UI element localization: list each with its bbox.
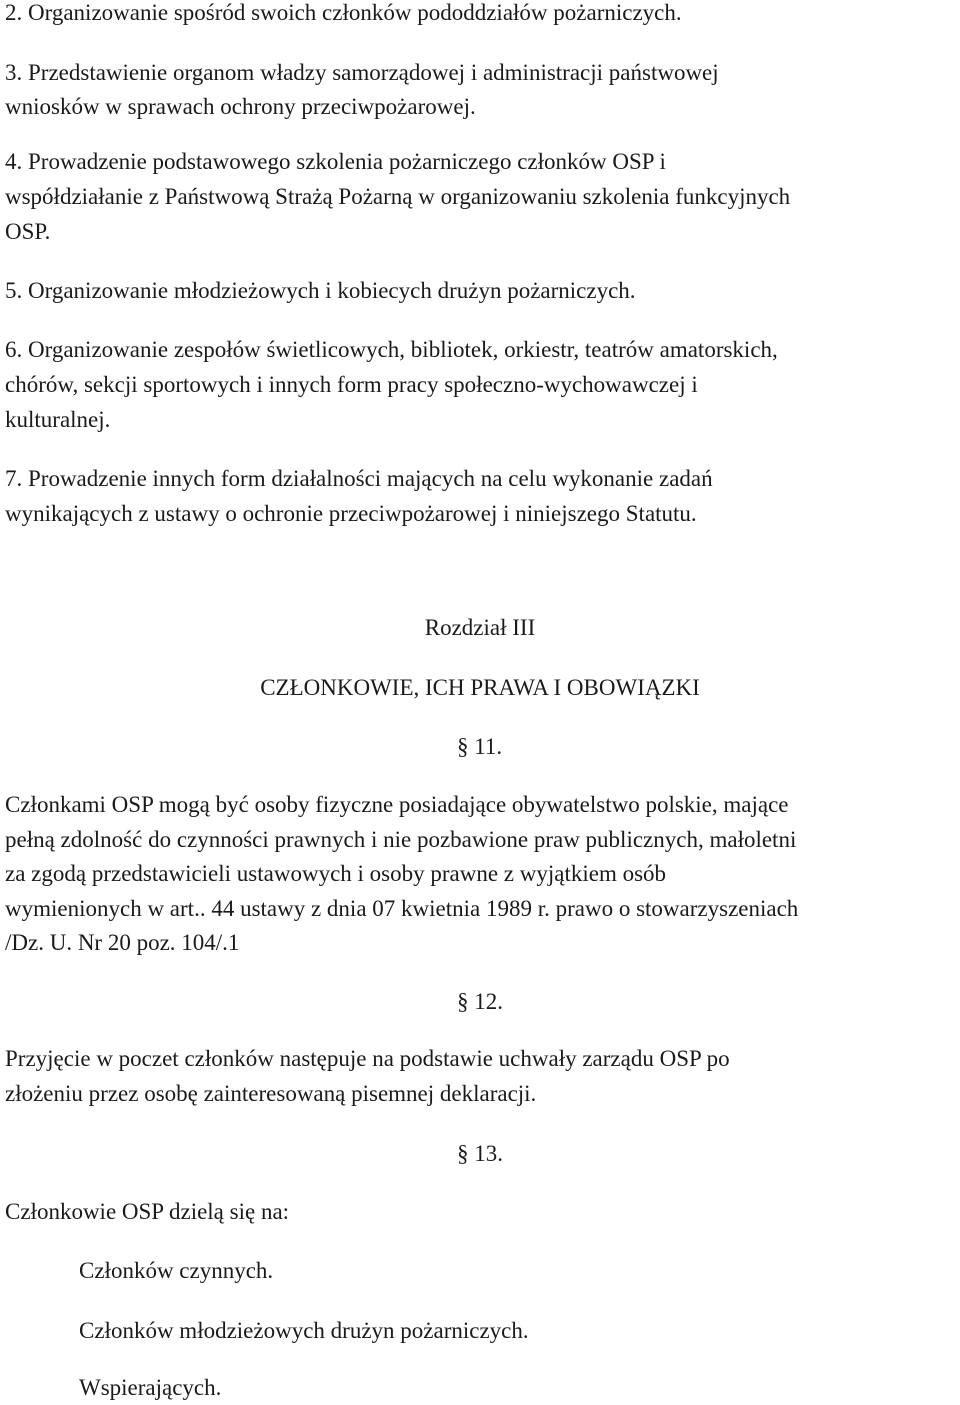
list-item-4-line-2: współdziałanie z Państwową Strażą Pożarną w organizowaniu szkolenia funkcyjnych (5, 184, 791, 209)
member-category-item: Członków czynnych. (79, 1258, 274, 1283)
list-item-7-line-1: 7. Prowadzenie innych form działalności mających na celu wykonanie zadań (5, 466, 713, 491)
section-13-intro: Członkowie OSP dzielą się na: (5, 1199, 290, 1224)
member-category-item: Wspierających. (79, 1375, 222, 1400)
list-item-4-line-3: OSP. (5, 219, 51, 244)
list-item-6-line-3: kulturalnej. (5, 407, 111, 432)
list-item-4-line-1: 4. Prowadzenie podstawowego szkolenia pożarniczego członków OSP i (5, 149, 666, 174)
list-item-7-line-2: wynikających z ustawy o ochronie przeciwpożarowej i niniejszego Statutu. (5, 501, 697, 526)
section-11-line-1: Członkami OSP mogą być osoby fizyczne posiadające obywatelstwo polskie, mające (5, 792, 789, 817)
section-13-mark: § 13. (457, 1141, 503, 1166)
chapter-label: Rozdział III (424, 615, 536, 640)
list-item-5: 5. Organizowanie młodzieżowych i kobiecych drużyn pożarniczych. (5, 278, 636, 303)
section-12-line-1: Przyjęcie w poczet członków następuje na podstawie uchwały zarządu OSP po (5, 1046, 730, 1071)
list-item-6-line-1: 6. Organizowanie zespołów świetlicowych, bibliotek, orkiestr, teatrów amatorskich, (5, 337, 778, 362)
list-item-3-line-1: 3. Przedstawienie organom władzy samorządowej i administracji państwowej (5, 60, 719, 85)
member-category-item: Członków młodzieżowych drużyn pożarniczych. (79, 1318, 529, 1343)
section-11-line-2: pełną zdolność do czynności prawnych i nie pozbawione praw publicznych, małoletni (5, 827, 797, 852)
section-11-line-4: wymienionych w art.. 44 ustawy z dnia 07 kwietnia 1989 r. prawo o stowarzyszeniach (5, 896, 799, 921)
list-item-2: 2. Organizowanie spośród swoich członków pododdziałów pożarniczych. (5, 0, 682, 25)
section-12-line-2: złożeniu przez osobę zainteresowaną pisemnej deklaracji. (5, 1081, 537, 1106)
section-11-mark: § 11. (457, 734, 503, 759)
section-11-line-5: /Dz. U. Nr 20 poz. 104/.1 (5, 930, 240, 955)
section-11-line-3: za zgodą przedstawicieli ustawowych i osoby prawne z wyjątkiem osób (5, 861, 667, 886)
section-12-mark: § 12. (457, 989, 503, 1014)
list-item-6-line-2: chórów, sekcji sportowych i innych form pracy społeczno-wychowawczej i (5, 372, 698, 397)
list-item-3-line-2: wniosków w sprawach ochrony przeciwpożarowej. (5, 94, 476, 119)
chapter-title: CZŁONKOWIE, ICH PRAWA I OBOWIĄZKI (260, 675, 700, 700)
